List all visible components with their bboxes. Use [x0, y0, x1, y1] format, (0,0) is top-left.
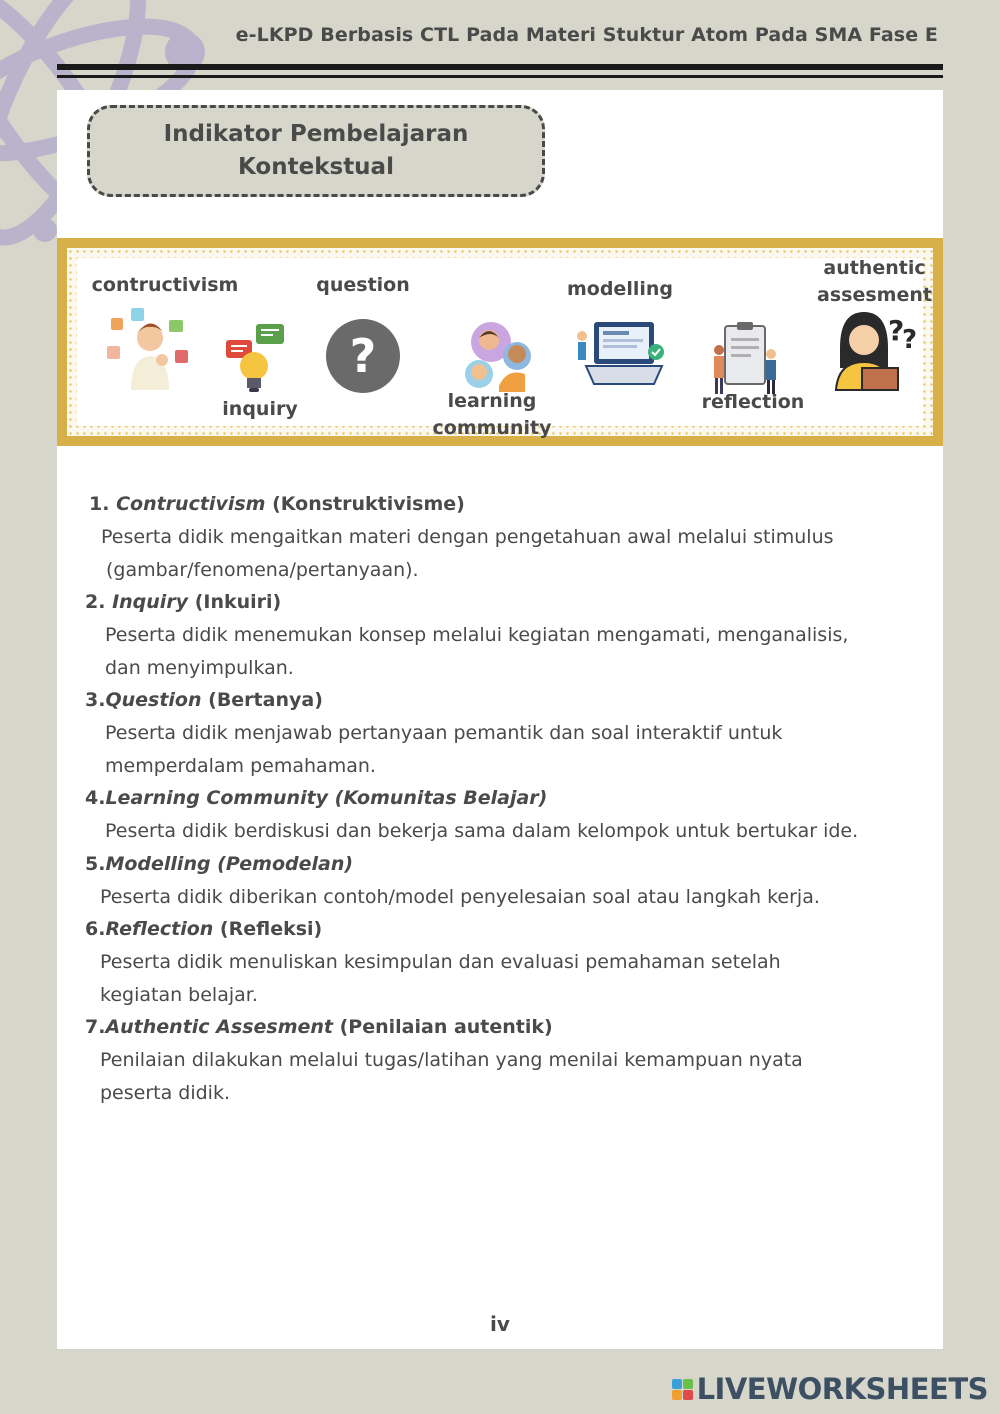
list-translation: (Konstruktivisme): [265, 493, 465, 515]
list-item: [85, 913, 781, 1012]
list-description-line1: Penilaian dilakukan melalui tugas/latihan yang menilai kemampuan nyata: [100, 1049, 803, 1071]
header-rule-thin: [57, 75, 943, 78]
list-term: Reflection: [105, 918, 214, 940]
ctl-components-panel: [77, 257, 932, 439]
brand-name: LIVEWORKSHEETS: [696, 1372, 988, 1406]
list-item: [85, 1011, 803, 1110]
section-title-box: [87, 105, 545, 197]
svg-text:?: ?: [902, 325, 918, 355]
list-description-line2: dan menyimpulkan.: [105, 657, 294, 679]
list-number: 1.: [89, 493, 110, 515]
list-term: Learning Community (Komunitas Belajar): [105, 787, 548, 809]
list-description-line1: Peserta didik diberikan contoh/model penyelesaian soal atau langkah kerja.: [100, 886, 820, 908]
list-translation: (Inkuiri): [188, 591, 282, 613]
list-term: Inquiry: [112, 591, 189, 613]
list-number: 2.: [85, 591, 106, 613]
list-description-line2: peserta didik.: [100, 1082, 231, 1104]
list-item: [85, 848, 820, 914]
page-number: iv: [490, 1312, 510, 1336]
list-description-line1: Peserta didik menemukan konsep melalui kegiatan mengamati, menganalisis,: [105, 624, 849, 646]
worksheet-page: [57, 90, 943, 1349]
component-label-contructivism: contructivism: [91, 274, 239, 296]
list-translation: (Penilaian autentik): [333, 1016, 553, 1038]
group-discussion-icon: [459, 316, 535, 396]
list-description-line1: Peserta didik menuliskan kesimpulan dan evaluasi pemahaman setelah: [100, 951, 781, 973]
list-term: Modelling (Pemodelan): [105, 853, 354, 875]
list-number: 6.: [85, 918, 106, 940]
list-item: [85, 684, 782, 783]
section-title-line2: Kontekstual: [238, 154, 394, 180]
lightbulb-chat-icon: [224, 322, 290, 402]
list-number: 4.: [85, 787, 106, 809]
question-mark-icon: [325, 318, 401, 394]
component-label-community: community: [432, 417, 552, 439]
list-number: 3.: [85, 689, 106, 711]
header-rule-thick: [57, 64, 943, 70]
list-term: Contructivism: [116, 493, 266, 515]
list-description-line1: Peserta didik berdiskusi dan bekerja sama dalam kelompok untuk bertukar ide.: [105, 820, 859, 842]
puzzle-thinking-icon: [107, 308, 193, 398]
list-description-line1: Peserta didik mengaitkan materi dengan pengetahuan awal melalui stimulus: [101, 526, 834, 548]
document-header-title: e-LKPD Berbasis CTL Pada Materi Stuktur Atom Pada SMA Fase E: [235, 24, 938, 46]
list-description-line2: memperdalam pemahaman.: [105, 755, 376, 777]
list-item: [85, 586, 848, 685]
section-title-line1: Indikator Pembelajaran: [163, 121, 469, 147]
clipboard-people-icon: [709, 320, 785, 400]
liveworksheets-logo-icon: [672, 1379, 693, 1400]
component-label-reflection: reflection: [701, 391, 805, 413]
list-description-line2: (gambar/fenomena/pertanyaan).: [106, 559, 419, 581]
list-description-line1: Peserta didik menjawab pertanyaan pemantik dan soal interaktif untuk: [105, 722, 783, 744]
student-question-icon: [832, 308, 918, 392]
component-label-learning-community: [412, 388, 572, 442]
laptop-model-icon: [574, 314, 670, 394]
component-label-authentic-assesment: [797, 255, 952, 309]
list-item: [85, 782, 858, 848]
ctl-components-band: [57, 238, 943, 446]
list-term: Authentic Assesment: [105, 1016, 333, 1038]
component-label-inquiry: inquiry: [222, 398, 298, 420]
liveworksheets-brand[interactable]: [672, 1372, 988, 1406]
svg-text:?: ?: [349, 329, 377, 383]
list-term: Question: [105, 689, 202, 711]
component-label-modelling: modelling: [566, 278, 673, 300]
list-translation: (Refleksi): [213, 918, 323, 940]
svg-text:?: ?: [888, 314, 905, 347]
list-description-line2: kegiatan belajar.: [100, 984, 258, 1006]
component-label-learning: learning: [447, 390, 537, 412]
list-number: 7.: [85, 1016, 106, 1038]
component-label-authentic: authentic: [823, 257, 926, 279]
component-label-question: question: [316, 274, 410, 296]
list-translation: (Bertanya): [201, 689, 323, 711]
component-label-assesment: assesment: [817, 284, 932, 306]
list-item: [89, 488, 834, 587]
list-number: 5.: [85, 853, 106, 875]
